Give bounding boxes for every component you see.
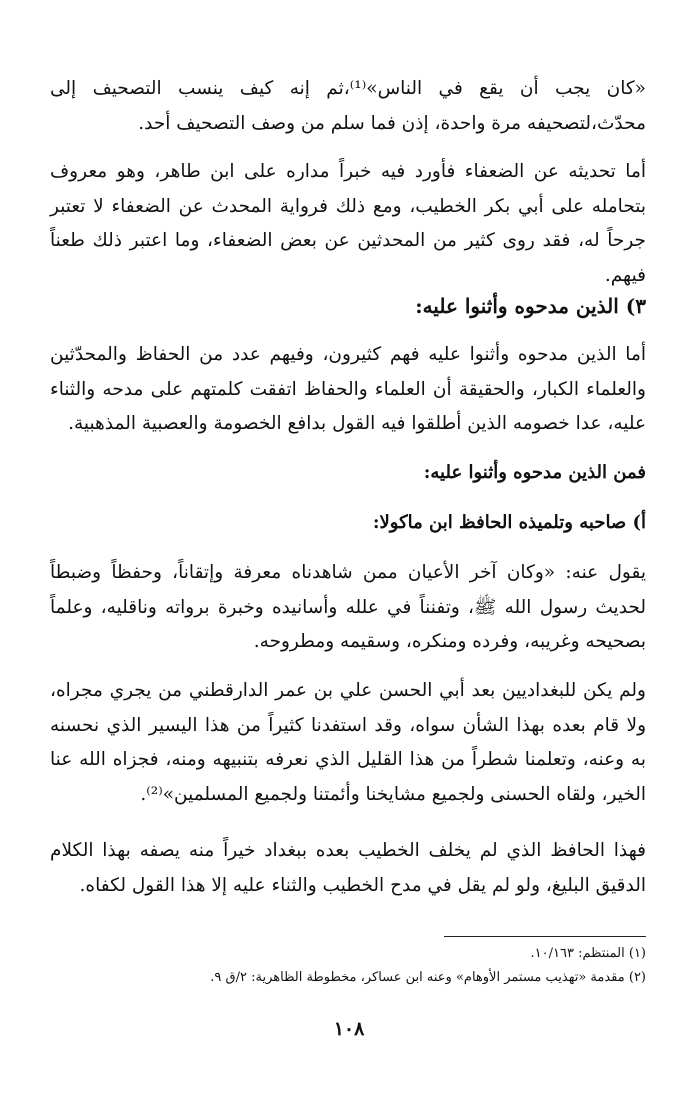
footnote-2: (٢) مقدمة «تهذيب مستمر الأوهام» وعنه ابن عساكر، مخطوطة الظاهرية: ٢/ق ٩. — [210, 970, 646, 985]
paragraph-quote: يقول عنه: «وكان آخر الأعيان ممن شاهدناه معرفة وإتقاناً، وحفظاً وضبطاً لحديث رسول الله ﷺ، وتفنناً في علله وأسانيده وخبرة برواته وناقليه، وعلماً بصحيحه وغريبه، وفرده ومنكره، وسقيمه ومطروحه. — [50, 562, 646, 652]
subheading-praisers: فمن الذين مدحوه وأثنوا عليه: — [423, 462, 646, 483]
footnote-separator — [444, 936, 646, 937]
paragraph-weak-narrators: أما تحديثه عن الضعفاء فأورد فيه خبراً مداره على ابن طاهر، وهو معروف بتحامله على أبي بكر الخطيب، ومع ذلك فرواية المحدث عن الضعفاء لا تعتبر جرحاً له، فقد روى كثير من المحدثين عن بعض الضعفاء، وما اعتبر ذلك طعناً فيهم. — [50, 161, 646, 286]
paragraph-intro: «كان يجب أن يقع في الناس»⁽¹⁾،ثم إنه كيف ينسب التصحيف إلى محدّث،لتصحيفه مرة واحدة، إذن فما سلم من وصف التصحيف أحد. — [50, 78, 646, 134]
footnote-1: (١) المنتظم: ١٠/١٦٣. — [530, 946, 646, 961]
paragraph-baghdadis: ولم يكن للبغداديين بعد أبي الحسن علي بن عمر الدارقطني من يجري مجراه، ولا قام بعده بهذا الشأن سواه، وقد استفدنا كثيراً من هذا اليسير الذي نحسنه به وعنه، وتعلمنا شطراً من هذا القليل الذي نعرفه بتنبيهه ومنه، فجزاه الله عنا الخير، ولقاه الحسنى ولجميع مشايخنا وأئمتنا ولجميع المسلمين»⁽²⁾. — [50, 680, 646, 805]
page-number: ١٠٨ — [333, 1018, 365, 1040]
paragraph-praisers: أما الذين مدحوه وأثنوا عليه فهم كثيرون، وفيهم عدد من الحفاظ والمحدّثين والعلماء الكبار، والحقيقة أن العلماء والحفاظ اتفقت كلمتهم على مدحه والثناء عليه، عدا خصومه الذين أطلقوا فيه القول بدافع الخصومة والعصبية المذهبية. — [50, 344, 646, 434]
section-heading: ٣) الذين مدحوه وأثنوا عليه: — [415, 294, 646, 318]
paragraph-conclusion: فهذا الحافظ الذي لم يخلف الخطيب بعده ببغداد خيراً منه يصفه بهذا الكلام الدقيق البليغ، ولو لم يقل في مدح الخطيب والثناء عليه إلا هذا القول لكفاه. — [50, 840, 646, 896]
subheading-ibn-makula: أ) صاحبه وتلميذه الحافظ ابن ماكولا: — [372, 512, 646, 533]
